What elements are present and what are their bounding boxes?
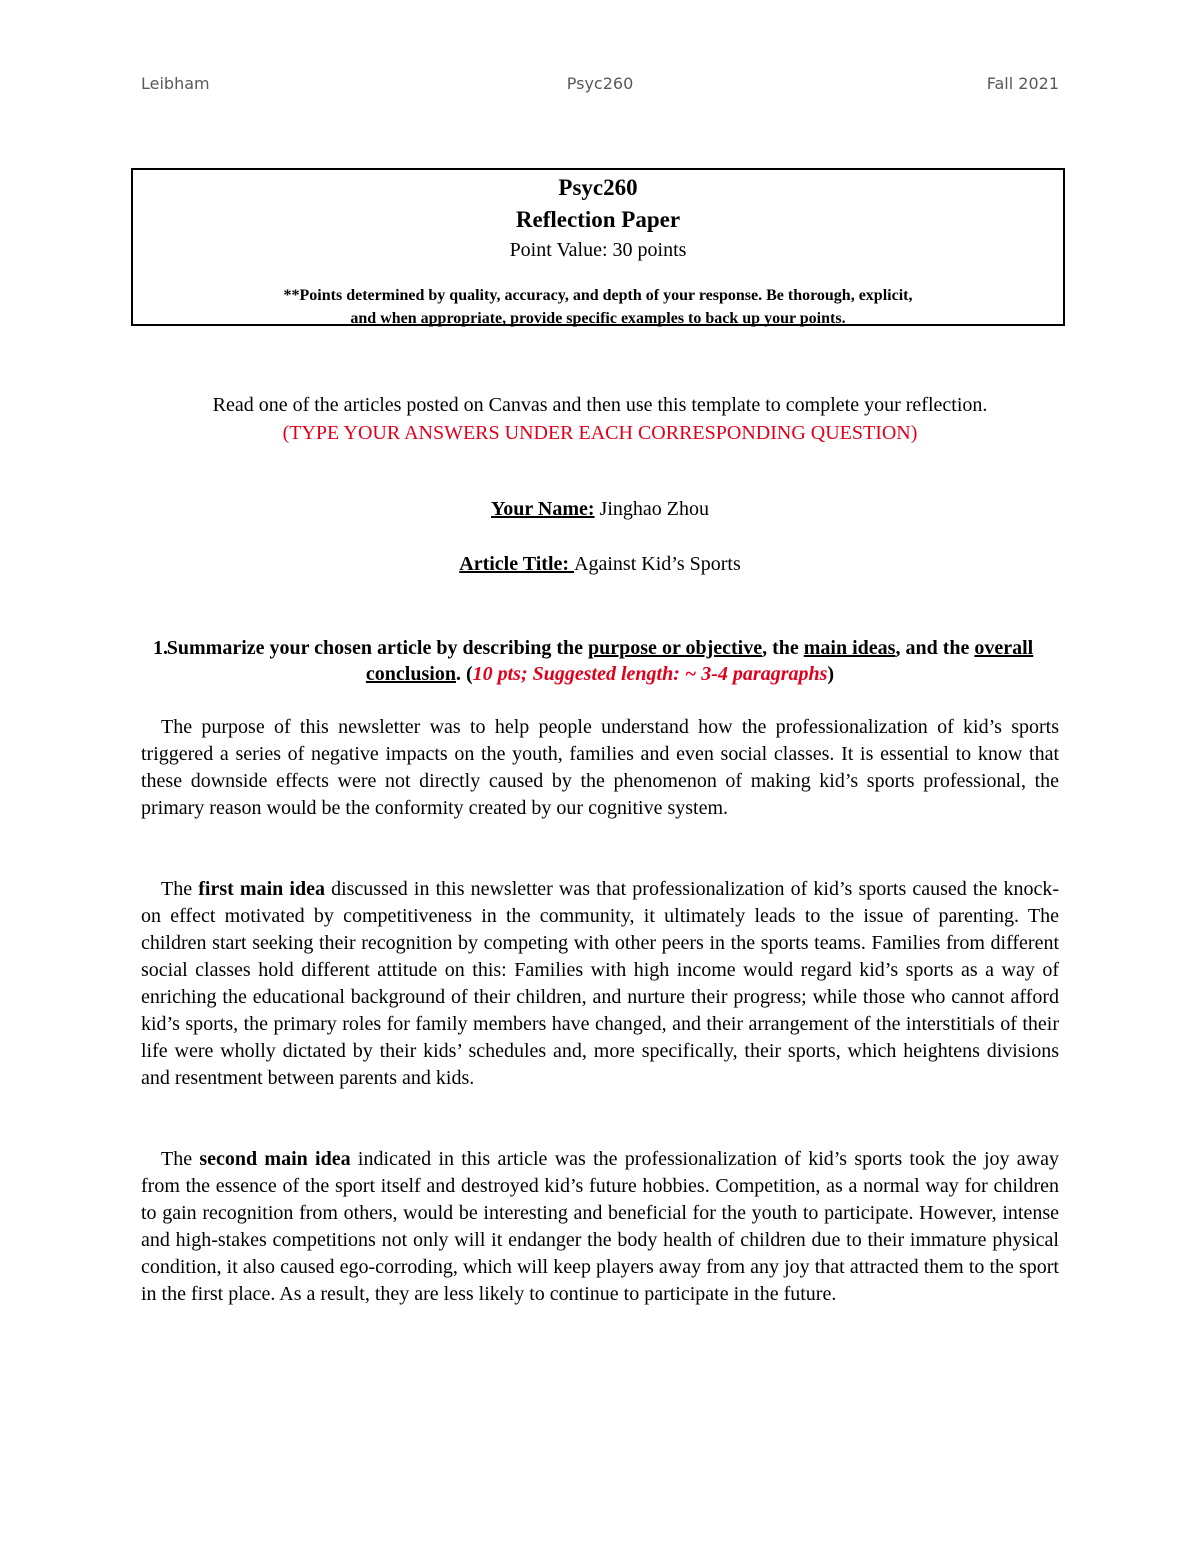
question-text-b: , the — [762, 637, 804, 659]
grading-note-line1: **Points determined by quality, accuracy, and depth of your response. Be thorough, explicit, — [283, 287, 913, 304]
question-number: 1. — [153, 637, 168, 659]
name-field — [0, 498, 1200, 521]
question-conclusion: overall conclusion — [365, 637, 1034, 685]
question-purpose: purpose or objective — [588, 637, 763, 659]
question-points-note: 10 pts; Suggested length: ~ 3-4 paragraphs — [472, 663, 828, 685]
p2-rest: discussed in this newsletter was that professionalization of kid’s sports caused the knock-on effect motivated by competitiveness in the community, it ultimately leads to the issue of parenting. The children start seeking their recognition by competing with other peers in the sports teams. Families from different social classes hold different attitude on this: Families with high income would regard kid’s sports as a way of enriching the educational background of their children, and nurture their progress; while those who cannot afford kid’s sports, the primary roles for family members have changed, and their arrangement of the interstitials of their life were wholly dictated by their kids’ schedules and, more specifically, their sports, which heightens divisions and resentment between parents and kids. — [141, 878, 1060, 1089]
question-main-ideas: main ideas — [803, 637, 896, 659]
article-title-value: Against Kid’s Sports — [574, 553, 741, 575]
answer-paragraph-1: The purpose of this newsletter was to help people understand how the professionalization of kid’s sports triggered a series of negative impacts on the youth, families and even social classes. It is essential to know that these downside effects were not directly caused by the phenomenon of making kid’s sports professional, the primary reason would be the conformity created by our cognitive system. — [141, 716, 1059, 819]
page-header — [141, 74, 1059, 100]
answer-paragraph-3 — [141, 1146, 1059, 1308]
header-term: Fall 2021 — [986, 74, 1059, 93]
course-title: Psyc260 — [558, 175, 638, 200]
grading-note — [133, 284, 1063, 330]
title-box — [131, 168, 1065, 326]
name-label: Your Name: — [491, 498, 595, 520]
header-author: Leibham — [141, 74, 210, 93]
answer-paragraph-2 — [141, 876, 1059, 1092]
p2-bold: first main idea — [198, 878, 325, 900]
instructions — [0, 391, 1200, 447]
name-value: Jinghao Zhou — [594, 498, 709, 520]
instructions-line2: (TYPE YOUR ANSWERS UNDER EACH CORRESPONDING QUESTION) — [282, 422, 918, 444]
question-1 — [141, 635, 1059, 687]
article-title-field — [0, 553, 1200, 576]
p3-rest: indicated in this article was the professionalization of kid’s sports took the joy away from the essence of the sport itself and destroyed kid’s future hobbies. Competition, as a normal way for children to gain recognition from others, would be interesting and beneficial for the youth to participate. However, intense and high-stakes competitions not only will it endanger the body health of children due to their immature physical condition, it also caused ego-corroding, which will keep players away from any joy that attracted them to the sport in the first place. As a result, they are less likely to continue to participate in the future. — [141, 1148, 1059, 1305]
p3-lead: The — [161, 1148, 200, 1170]
question-text-e: ) — [827, 663, 835, 685]
p2-lead: The — [161, 878, 199, 900]
instructions-line1: Read one of the articles posted on Canvas and then use this template to complete your reflection. — [212, 394, 988, 416]
grading-note-line2: and when appropriate, provide specific examples to back up your points. — [350, 310, 846, 327]
article-title-label: Article Title: — [459, 553, 575, 575]
question-text-d: . ( — [455, 663, 473, 685]
question-text-a: Summarize your chosen article by describing the — [166, 637, 589, 659]
p3-bold: second main idea — [199, 1148, 351, 1170]
paper-title: Reflection Paper — [515, 207, 681, 232]
point-value: Point Value: 30 points — [509, 239, 687, 261]
question-text-c: , and the — [895, 637, 975, 659]
header-course: Psyc260 — [566, 74, 634, 93]
